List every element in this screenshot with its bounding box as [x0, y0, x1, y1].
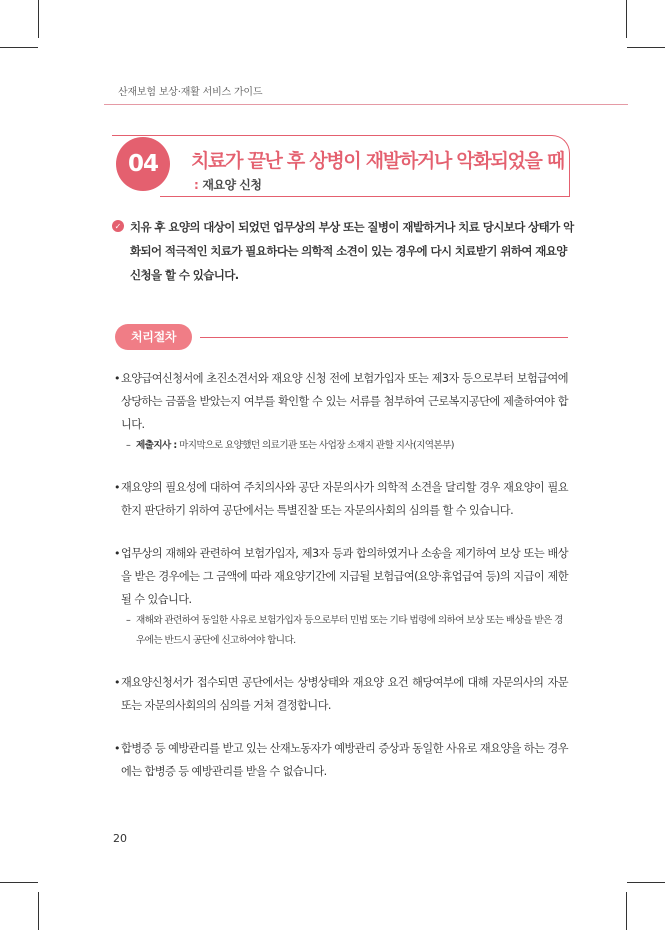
- list-item: [112, 476, 568, 522]
- check-circle-icon: ✓: [112, 220, 124, 232]
- sub-note-label: 제출지사 :: [136, 440, 177, 451]
- procedure-list: [112, 367, 568, 803]
- crop-mark: [627, 47, 665, 48]
- sub-note: – 제출지사 : 마지막으로 요양했던 의료기관 또는 사업장 소재지 관할 지사(지역본부): [126, 440, 454, 451]
- bullet-icon: •: [114, 372, 121, 385]
- bullet-icon: •: [114, 742, 121, 755]
- header-divider: [104, 104, 628, 105]
- bullet-icon: •: [114, 481, 121, 494]
- list-item-text: 합병증 등 예방관리를 받고 있는 산재노동자가 예방관리 증상과 동일한 사유로 재요양을 하는 경우에는 합병증 등 예방관리를 받을 수 없습니다.: [121, 742, 568, 778]
- page-number: 20: [113, 832, 127, 845]
- sub-note-text: 재해와 관련하여 동일한 사유로 보험가입자 등으로부터 민법 또는 기타 법령에 의하여 보상 또는 배상을 받은 경우에는 반드시 공단에 신고하여야 합니다.: [136, 615, 563, 646]
- subtitle-mark: :: [194, 178, 199, 192]
- section-title: 치료가 끝난 후 상병이 재발하거나 악화되었을 때: [191, 150, 564, 172]
- procedure-tab: 처리절차: [115, 324, 192, 350]
- crop-mark: [627, 882, 665, 883]
- crop-mark: [0, 47, 38, 48]
- crop-mark: [626, 892, 627, 930]
- list-item: [112, 367, 568, 456]
- running-header: 산재보험 보상·재활 서비스 가이드: [118, 87, 263, 98]
- list-item-text: 업무상의 재해와 관련하여 보험가입자, 제3자 등과 합의하였거나 소송을 제기하여 보상 또는 배상을 받은 경우에는 그 금액에 따라 재요양기간에 지급될 보험급여(요양·휴업급여 등)의 지급이 제한될 수 있습니다.: [121, 547, 568, 606]
- list-item-text: 요양급여신청서에 초진소견서와 재요양 신청 전에 보험가입자 또는 제3자 등으로부터 보험급여에 상당하는 금품을 받았는지 여부를 확인할 수 있는 서류를 첨부하여 근로복지공단에 제출하여야 합니다.: [121, 372, 568, 431]
- crop-mark: [38, 0, 39, 38]
- section-title-frame-bottom: [160, 196, 570, 197]
- crop-mark: [626, 0, 627, 38]
- crop-mark: [38, 892, 39, 930]
- intro-paragraph: 치유 후 요양의 대상이 되었던 업무상의 부상 또는 질병이 재발하거나 치료 당시보다 상태가 악화되어 적극적인 치료가 필요하다는 의학적 소견이 있는 경우에 다시 치료받기 위하여 재요양 신청을 할 수 있습니다.: [130, 220, 574, 282]
- list-item: [112, 737, 568, 783]
- list-item-text: 재요양신청서가 접수되면 공단에서는 상병상태와 재요양 요건 해당여부에 대해 자문의사의 자문 또는 자문의사회의의 심의를 거쳐 결정합니다.: [121, 676, 568, 712]
- bullet-icon: •: [114, 676, 121, 689]
- section-number-badge: 04: [116, 137, 170, 191]
- list-item: [112, 671, 568, 717]
- subtitle-text: 재요양 신청: [202, 178, 262, 192]
- sub-note: – 재해와 관련하여 동일한 사유로 보험가입자 등으로부터 민법 또는 기타 법령에 의하여 보상 또는 배상을 받은 경우에는 반드시 공단에 신고하여야 합니다.: [126, 615, 563, 646]
- bullet-icon: •: [114, 547, 121, 560]
- list-item-text: 재요양의 필요성에 대하여 주치의사와 공단 자문의사가 의학적 소견을 달리할 경우 재요양이 필요한지 판단하기 위하여 공단에서는 특별진찰 또는 자문의사회의 심의를 할 수 있습니다.: [121, 481, 568, 517]
- section-subtitle: [194, 176, 261, 193]
- list-item: [112, 542, 568, 651]
- sub-note-text: 마지막으로 요양했던 의료기관 또는 사업장 소재지 관할 지사(지역본부): [179, 440, 454, 451]
- crop-mark: [0, 882, 38, 883]
- procedure-divider: [200, 337, 568, 338]
